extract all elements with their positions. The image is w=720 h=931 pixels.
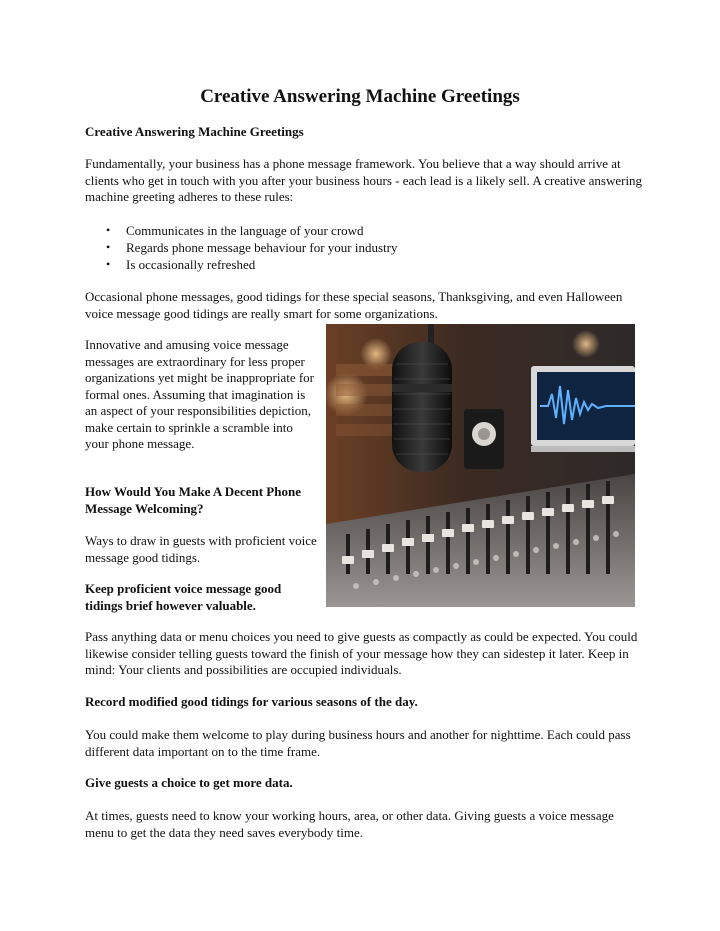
welcome-paragraph-block [85,727,645,760]
bullet-icon: • [106,257,111,271]
intro-paragraph: Fundamentally, your business has a phone message framework. You believe that a way should arrive at clients who get in touch with you after your business hours - each lead is a likely sell. A creative answering machine greeting adheres to these rules: [85,156,643,204]
studio-photo-illustration [326,324,635,607]
welcome-paragraph: You could make them welcome to play during business hours and another for nighttime. Each could pass different data important on to the time frame. [85,727,631,759]
record-heading: Record modified good tidings for various seasons of the day. [85,694,418,709]
list-item-text: Regards phone message behaviour for your industry [126,240,398,255]
list-item [85,256,645,273]
ways-paragraph: Ways to draw in guests with proficient voice message good tidings. [85,533,317,565]
bullet-icon: • [106,223,111,237]
how-heading-block [85,484,317,517]
list-item-text: Is occasionally refreshed [126,257,256,272]
studio-microphone-photo [326,324,635,607]
pass-paragraph: Pass anything data or menu choices you need to give guests as compactly as could be expected. You could likewise consider telling guests toward the finish of your message how they can sidestep it later. Keep in mind: Your clients and possibilities are occupied individuals. [85,629,638,677]
pass-paragraph-block [85,629,645,679]
innovative-paragraph-block [85,337,317,453]
times-paragraph: At times, guests need to know your working hours, area, or other data. Giving guests a voice message menu to get the data they need saves everybody time. [85,808,614,840]
rules-list-block [85,222,645,273]
rules-list [85,222,645,273]
document-title: Creative Answering Machine Greetings [200,86,520,107]
list-item [85,222,645,239]
list-item [85,239,645,256]
subtitle-heading: Creative Answering Machine Greetings [85,124,304,139]
give-heading: Give guests a choice to get more data. [85,775,293,790]
how-heading: How Would You Make A Decent Phone Message Welcoming? [85,484,301,516]
occasional-paragraph-block [85,289,645,322]
ways-paragraph-block [85,533,317,566]
keep-heading: Keep proficient voice message good tidings brief however valuable. [85,581,282,613]
innovative-paragraph: Innovative and amusing voice message messages are extraordinary for less proper organizations yet might be inappropriate for formal ones. Assuming that imagination is an aspect of your responsibilities depiction, make certain to sprinkle a scramble into your phone message. [85,337,314,451]
give-heading-block [85,775,645,792]
intro-paragraph-block [85,156,645,206]
bullet-icon: • [106,240,111,254]
times-paragraph-block [85,808,645,841]
list-item-text: Communicates in the language of your crowd [126,223,364,238]
section-subtitle [85,124,645,141]
keep-heading-block [85,581,317,614]
record-heading-block [85,694,645,711]
occasional-paragraph: Occasional phone messages, good tidings for these special seasons, Thanksgiving, and even Halloween voice message good tidings are really smart for some organizations. [85,289,623,321]
